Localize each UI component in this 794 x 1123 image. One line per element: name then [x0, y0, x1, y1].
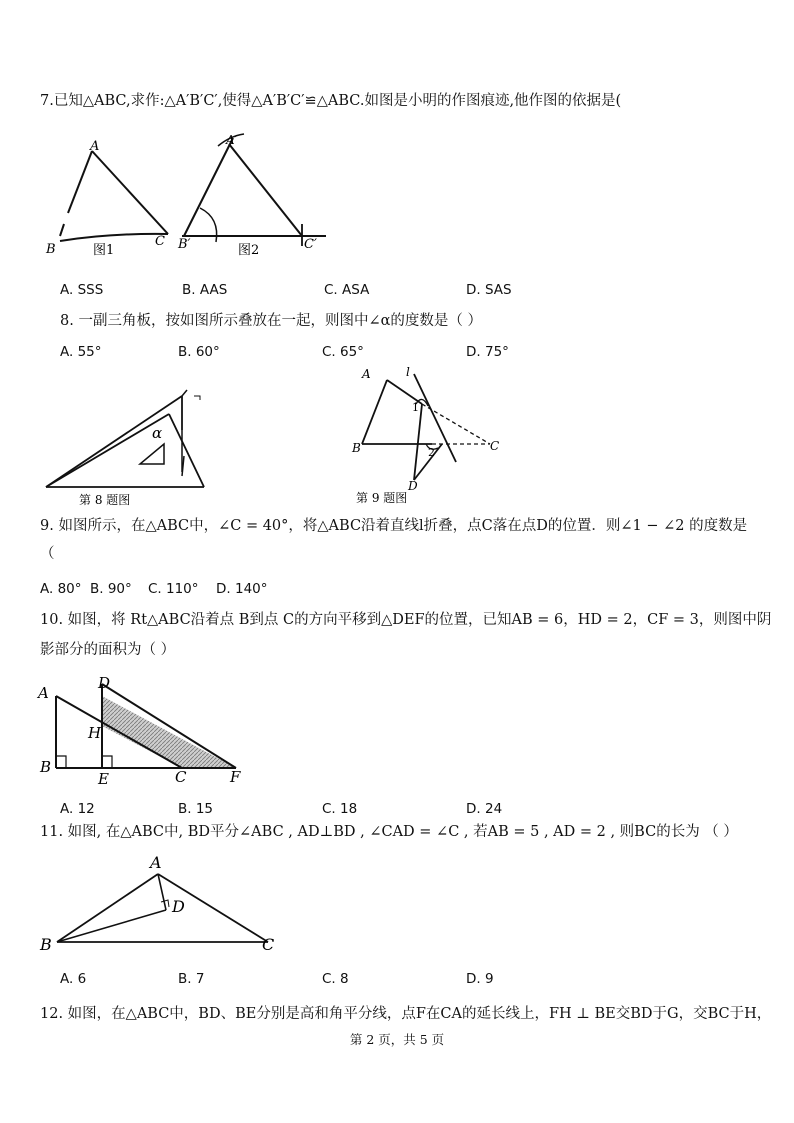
- q10-label-A: A: [38, 684, 49, 702]
- q9-label-A: A: [362, 367, 371, 381]
- q10-option-d: D. 24: [466, 801, 503, 817]
- q10-label-C: C: [175, 768, 187, 786]
- q10-option-c: C. 18: [322, 801, 358, 817]
- q10-figure: [34, 676, 274, 786]
- page-footer: 第 2 页，共 5 页: [349, 1032, 445, 1047]
- q9-option-c: C. 110°: [148, 581, 199, 597]
- q11-label-D: D: [172, 897, 185, 916]
- q7-option-b: B. AAS: [182, 282, 228, 298]
- q7-label-C: C: [155, 234, 165, 249]
- q10-label-B: B: [40, 758, 52, 776]
- q9-option-a: A. 80°: [40, 581, 82, 597]
- q10-stem: 10. 如图，将 Rt△ABC沿着点 B到点 C的方向平移到△DEF的位置，已知AB = 6，HD = 2，CF = 3，则图中阴: [40, 612, 772, 628]
- q9-label-C: C: [490, 439, 500, 453]
- q11-label-C: C: [262, 935, 275, 954]
- q7-label-C2: C′: [304, 237, 317, 252]
- q8-option-d: D. 75°: [466, 344, 509, 360]
- q7-option-c: C. ASA: [324, 282, 370, 298]
- q7-label-B2: B′: [178, 237, 191, 252]
- q11-option-a: A. 6: [60, 971, 87, 987]
- q8-option-c: C. 65°: [322, 344, 364, 360]
- q7-label-A: A: [90, 139, 100, 154]
- q8-caption: 第 8 题图: [79, 493, 131, 507]
- q7-label-A2: A′: [226, 133, 238, 147]
- q10-option-a: A. 12: [60, 801, 95, 817]
- q11-figure: [40, 850, 300, 960]
- q9-stem-continued: （: [40, 546, 55, 562]
- q10-label-F: F: [230, 768, 241, 786]
- q8-figure: [44, 390, 224, 510]
- q7-label-B: B: [46, 242, 56, 257]
- q9-option-b: B. 90°: [90, 581, 132, 597]
- q9-caption: 第 9 题图: [356, 491, 408, 505]
- q11-stem: 11. 如图, 在△ABC中, BD平分∠ABC , AD⊥BD , ∠CAD = ∠C , 若AB = 5 , AD = 2 , 则BC的长为 （ ）: [40, 824, 738, 840]
- q8-stem: 8. 一副三角板，按如图所示叠放在一起，则图中∠α的度数是（ ）: [60, 313, 482, 329]
- q9-label-D: D: [408, 479, 418, 493]
- q12-stem: 12. 如图，在△ABC中，BD、BE分别是高和角平分线，点F在CA的延长线上，FH ⊥ BE交BD于G，交BC于H，: [40, 1006, 772, 1022]
- q9-label-2: 2: [428, 446, 435, 459]
- q8-option-a: A. 55°: [60, 344, 102, 360]
- q9-label-l: l: [406, 365, 410, 379]
- q9-option-d: D. 140°: [216, 581, 268, 597]
- q10-label-D: D: [98, 674, 111, 692]
- q7-figure-2: [178, 132, 348, 262]
- q7-stem: 7.已知△ABC,求作:△A′B′C′,使得△A′B′C′≌△ABC.如图是小明的作图痕迹,他作图的依据是(: [40, 93, 622, 109]
- q9-figure: [350, 364, 520, 504]
- q9-stem: 9. 如图所示，在△ABC中，∠C = 40°，将△ABC沿着直线l折叠，点C落在点D的位置．则∠1 − ∠2 的度数是: [40, 518, 748, 534]
- q11-label-B: B: [40, 935, 52, 954]
- q7-option-a: A. SSS: [60, 282, 104, 298]
- q11-option-c: C. 8: [322, 971, 349, 987]
- q10-label-E: E: [98, 770, 109, 788]
- q7-caption-2: 图2: [238, 243, 260, 258]
- q7-caption-1: 图1: [93, 243, 115, 258]
- q11-option-d: D. 9: [466, 971, 494, 987]
- q11-label-A: A: [150, 853, 162, 872]
- q9-label-1: 1: [412, 401, 419, 414]
- q10-label-H: H: [88, 724, 102, 742]
- q7-option-d: D. SAS: [466, 282, 512, 298]
- q10-option-b: B. 15: [178, 801, 214, 817]
- q11-option-b: B. 7: [178, 971, 205, 987]
- q10-stem-continued: 影部分的面积为（ ）: [40, 642, 176, 658]
- q8-label-alpha: α: [152, 424, 163, 442]
- q8-option-b: B. 60°: [178, 344, 220, 360]
- q9-label-B: B: [352, 441, 361, 455]
